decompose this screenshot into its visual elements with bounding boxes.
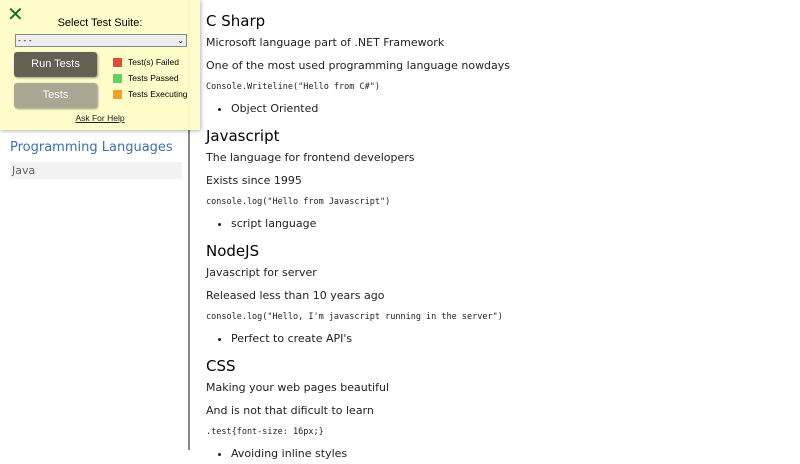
legend-passed bbox=[113, 73, 179, 83]
section-title: Javascript bbox=[206, 127, 280, 145]
run-tests-button[interactable]: Run Tests bbox=[14, 52, 97, 77]
section-text: One of the most used programming language nowdays bbox=[206, 59, 511, 72]
section-text: Javascript for server bbox=[206, 266, 317, 279]
section-text: Microsoft language part of .NET Framework bbox=[206, 36, 445, 49]
section-1 bbox=[206, 127, 800, 230]
bullet-list bbox=[206, 447, 800, 460]
chevron-down-icon: ⌄ bbox=[177, 36, 184, 45]
section-text: The language for frontend developers bbox=[206, 151, 415, 164]
legend-label: Tests Executing bbox=[128, 89, 188, 99]
section-text: Released less than 10 years ago bbox=[206, 289, 385, 302]
main-content bbox=[206, 0, 800, 464]
section-title: C Sharp bbox=[206, 12, 266, 30]
test-suite-select[interactable] bbox=[15, 34, 187, 47]
code-sample: Console.Writeline("Hello from C#") bbox=[206, 82, 380, 92]
code-sample: console.log("Hello from Javascript") bbox=[206, 197, 391, 207]
list-item: • Avoiding inline styles bbox=[231, 447, 800, 460]
code-sample: console.log("Hello, I'm javascript running in the server") bbox=[206, 312, 503, 322]
section-text: And is not that dificult to learn bbox=[206, 404, 374, 417]
executing-swatch bbox=[113, 90, 122, 99]
legend-label: Test(s) Failed bbox=[128, 57, 180, 67]
section-title: NodeJS bbox=[206, 242, 260, 260]
list-item: • script language bbox=[231, 217, 800, 230]
legend-failed bbox=[113, 57, 179, 67]
section-text: Exists since 1995 bbox=[206, 174, 302, 187]
legend-label: Tests Passed bbox=[128, 73, 179, 83]
section-2 bbox=[206, 242, 800, 345]
bullet-list bbox=[206, 332, 800, 345]
sidebar-title: Programming Languages bbox=[10, 140, 173, 155]
ask-for-help-link[interactable]: Ask For Help bbox=[75, 113, 125, 123]
failed-swatch bbox=[113, 58, 122, 67]
tests-button[interactable]: Tests bbox=[14, 83, 97, 108]
legend-executing bbox=[113, 89, 188, 99]
panel-title: Select Test Suite: bbox=[57, 17, 143, 29]
section-3 bbox=[206, 357, 800, 460]
bullet-list bbox=[206, 102, 800, 115]
list-item: • Object Oriented bbox=[231, 102, 800, 115]
section-text: Making your web pages beautiful bbox=[206, 381, 390, 394]
list-item: • Perfect to create API's bbox=[231, 332, 800, 345]
sidebar-item-java[interactable]: Java bbox=[10, 162, 182, 179]
passed-swatch bbox=[113, 74, 122, 83]
select-value: - - - bbox=[18, 36, 32, 45]
test-panel bbox=[0, 0, 200, 130]
section-0 bbox=[206, 12, 800, 115]
bullet-list bbox=[206, 217, 800, 230]
section-title: CSS bbox=[206, 357, 236, 375]
code-sample: .test{font-size: 16px;} bbox=[206, 427, 324, 437]
close-icon[interactable]: ✕ bbox=[7, 2, 24, 26]
